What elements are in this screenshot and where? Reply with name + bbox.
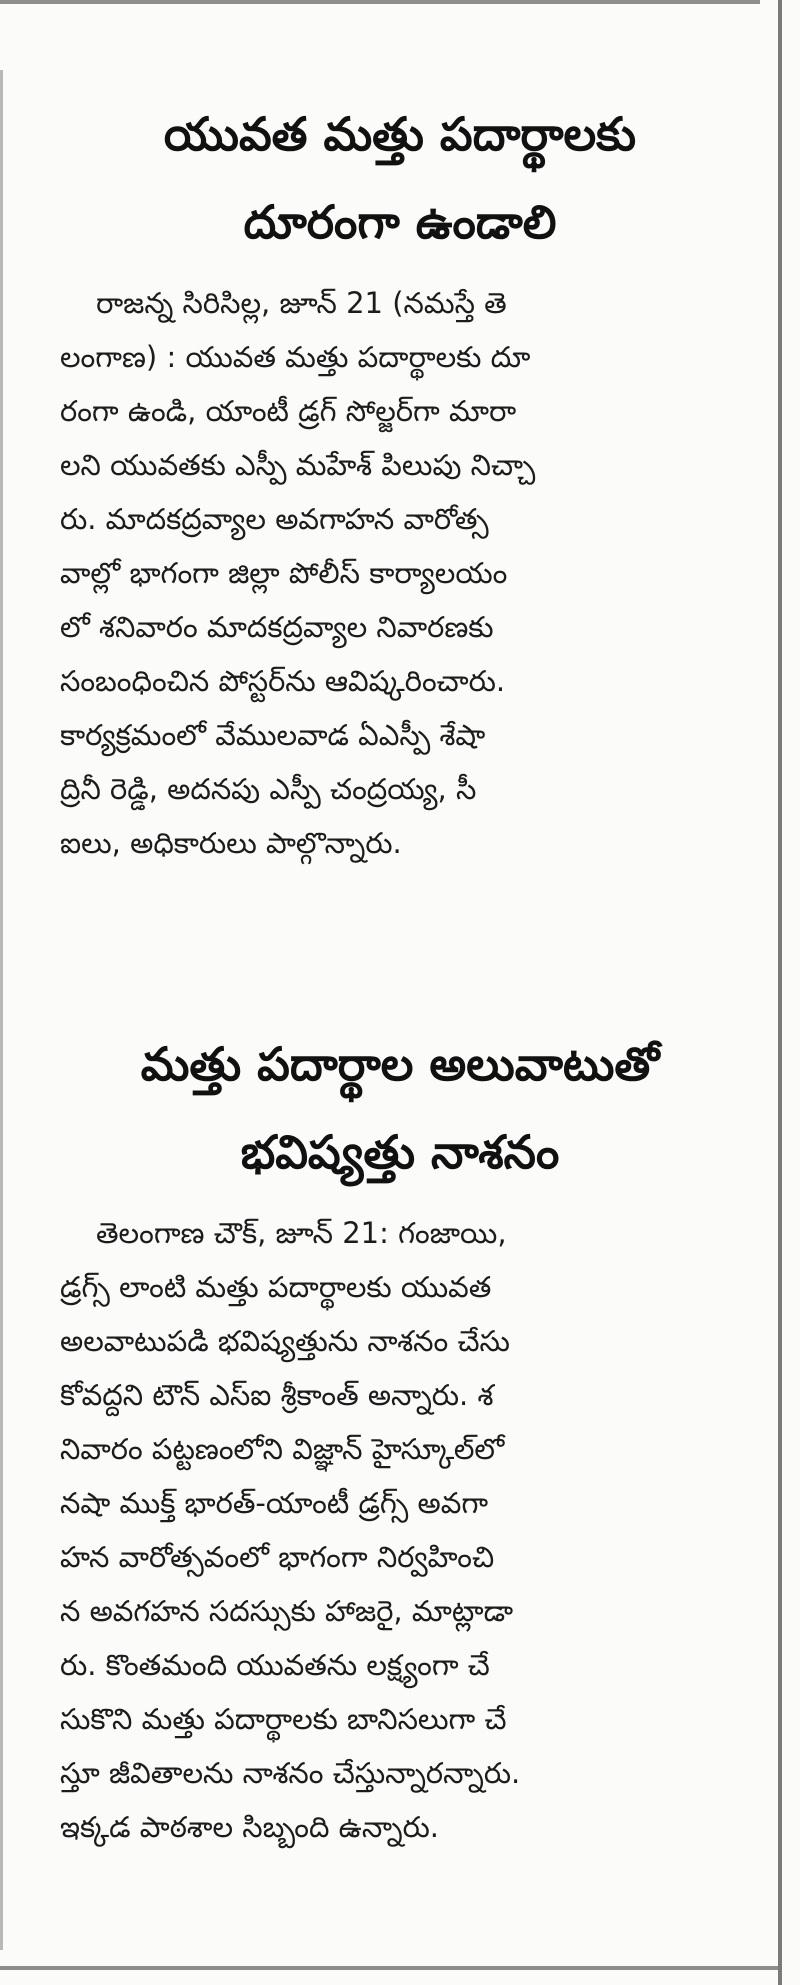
body-line: రంగా ఉండి, యాంటీ డ్రగ్ సోల్జర్‌గా మారా — [60, 394, 517, 428]
left-column-rule — [0, 70, 3, 1950]
body-line: ద్రినీ రెడ్డి, అదనపు ఎస్పీ చంద్రయ్య, సీ — [60, 772, 477, 806]
article-body — [60, 1206, 740, 1854]
body-line: తెలంగాణ చౌక్, జూన్ 21: గంజాయి, — [96, 1216, 507, 1250]
headline-line: భవిష్యత్తు నాశనం — [240, 1125, 560, 1179]
headline-line: యువత మత్తు పదార్థాలకు — [163, 107, 637, 161]
body-line: నివారం పట్టణంలోని విజ్ఞాన్ హైస్కూల్‌లో — [60, 1432, 505, 1466]
body-line: రు. కొంతమంది యువతను లక్ష్యంగా చే — [60, 1648, 490, 1682]
body-line: లో శనివారం మాదకద్రవ్యాల నివారణకు — [60, 610, 494, 644]
bottom-border-rule — [0, 1966, 778, 1970]
article-headline — [60, 90, 740, 266]
headline-line: మత్తు పదార్థాల అలువాటుతో — [140, 1037, 660, 1091]
top-border-rule — [0, 0, 760, 4]
headline-line: దూరంగా ఉండాలి — [243, 195, 557, 249]
body-line: అలవాటుపడి భవిష్యత్తును నాశనం చేసు — [60, 1324, 510, 1358]
article-headline — [60, 1020, 740, 1196]
body-line: న అవగహన సదస్సుకు హాజరై, మాట్లాడా — [60, 1594, 514, 1628]
body-line: ఇక్కడ పాఠశాల సిబ్బంది ఉన్నారు. — [60, 1810, 440, 1844]
body-line: రాజన్న సిరిసిల్ల, జూన్ 21 (నమస్తే తె — [96, 286, 507, 320]
body-line: లంగాణ) : యువత మత్తు పదార్థాలకు దూ — [60, 340, 531, 374]
body-line: లని యువతకు ఎస్పీ మహేశ్ పిలుపు నిచ్చా — [60, 448, 536, 482]
body-line: నషా ముక్త్ భారత్-యాంటీ డ్రగ్స్ అవగా — [60, 1486, 489, 1520]
article-youth-drugs-away — [60, 90, 740, 870]
body-line: ఐలు, అధికారులు పాల్గొన్నారు. — [60, 826, 402, 860]
body-line: కోవద్దని టౌన్ ఎస్ఐ శ్రీకాంత్ అన్నారు. శ — [60, 1378, 494, 1412]
body-line: హన వారోత్సవంలో భాగంగా నిర్వహించి — [60, 1540, 495, 1574]
body-line: సంబంధించిన పోస్టర్‌ను ఆవిష్కరించారు. — [60, 664, 506, 698]
body-line: డ్రగ్స్ లాంటి మత్తు పదార్థాలకు యువత — [60, 1270, 492, 1304]
article-drug-habit-ruins-future — [60, 1020, 740, 1854]
right-column-rule — [778, 0, 782, 1985]
article-body — [60, 276, 740, 870]
body-line: సుకొని మత్తు పదార్థాలకు బానిసలుగా చే — [60, 1702, 507, 1736]
body-line: స్తూ జీవితాలను నాశనం చేస్తున్నారన్నారు. — [60, 1756, 521, 1790]
body-line: రు. మాదకద్రవ్యాల అవగాహన వారోత్స — [60, 502, 489, 536]
body-line: వాల్లో భాగంగా జిల్లా పోలీస్ కార్యాలయం — [60, 556, 508, 590]
body-line: కార్యక్రమంలో వేములవాడ ఏఎస్పీ శేషా — [60, 718, 486, 752]
